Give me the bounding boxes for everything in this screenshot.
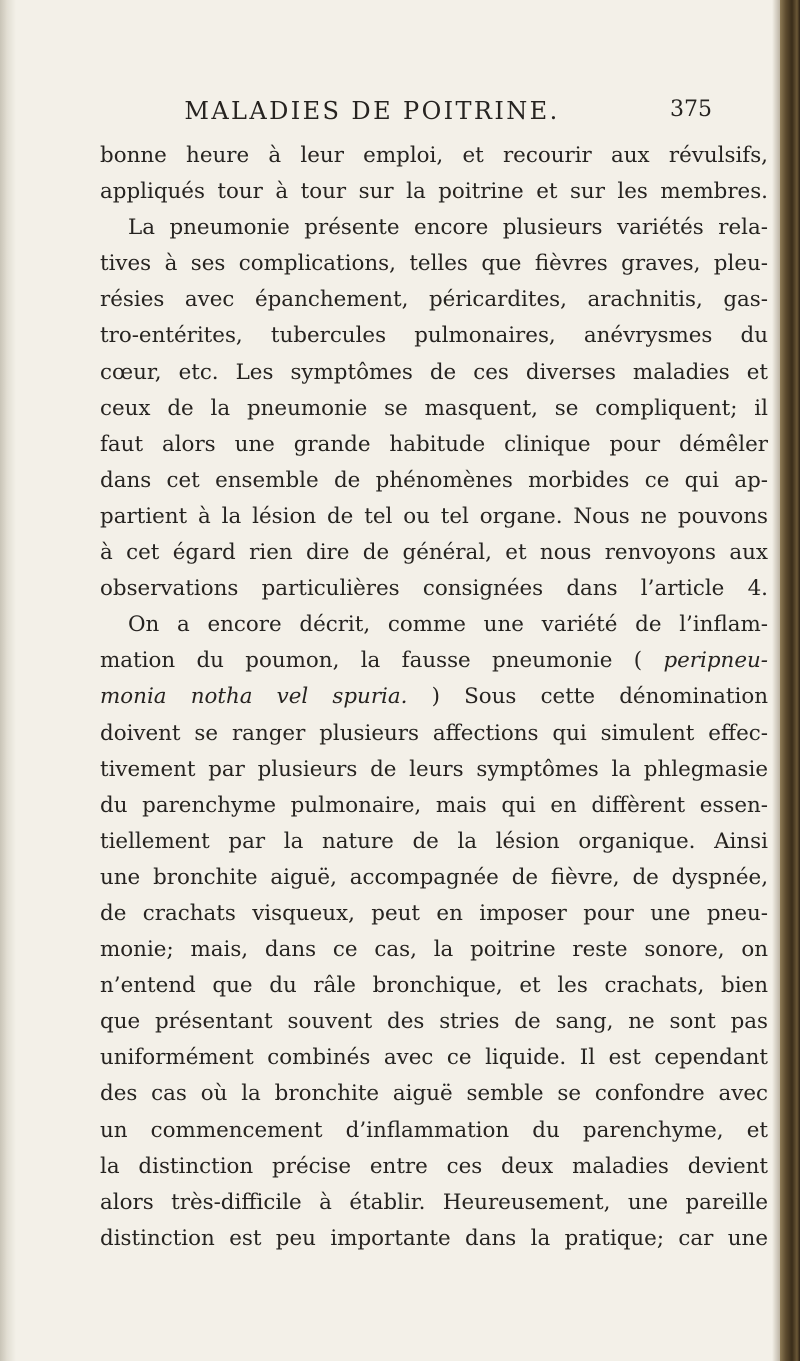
running-head — [112, 97, 712, 131]
text-segment: partient à la lésion de tel ou tel organe. Nous ne pouvons — [100, 503, 768, 529]
text-segment: monie; mais, dans ce cas, la poitrine reste sonore, on — [100, 937, 768, 963]
text-segment: du parenchyme pulmonaire, mais qui en diffèrent essen- — [100, 792, 768, 818]
text-segment: dans cet ensemble de phénomènes morbides ce qui ap- — [100, 467, 768, 493]
text-line — [100, 716, 768, 752]
text-line — [100, 1076, 768, 1112]
text-segment: de crachats visqueux, peut en imposer pour une pneu- — [100, 900, 768, 926]
text-segment: uniformément combinés avec ce liquide. Il est cependant — [100, 1045, 768, 1071]
text-line — [100, 896, 768, 932]
text-line — [100, 679, 768, 715]
text-line — [100, 1040, 768, 1076]
text-line — [100, 643, 768, 679]
text-line — [100, 1004, 768, 1040]
text-segment: résies avec épanchement, péricardites, arachnitis, gas- — [100, 287, 768, 313]
text-line — [100, 607, 768, 643]
text-line — [100, 1221, 768, 1257]
italic-text-segment: monia notha vel spuria. — [100, 684, 408, 710]
text-segment: que présentant souvent des stries de sang, ne sont pas — [100, 1009, 768, 1035]
text-line — [100, 138, 768, 174]
text-line — [100, 1113, 768, 1149]
text-line — [100, 246, 768, 282]
text-line — [100, 210, 768, 246]
text-segment: faut alors une grande habitude clinique pour démêler — [100, 431, 768, 457]
page-gutter-shadow — [0, 0, 16, 1361]
book-binding-edge — [780, 0, 800, 1361]
text-segment: observations particulières consignées dans l’article 4. — [100, 576, 768, 602]
text-segment: distinction est peu importante dans la pratique; car une — [100, 1225, 768, 1251]
text-line — [100, 174, 768, 210]
text-line — [100, 860, 768, 896]
text-line — [100, 355, 768, 391]
text-segment: On a encore décrit, comme une variété de l’inflam- — [128, 612, 768, 638]
italic-text-segment: peripneu- — [663, 648, 768, 674]
text-line — [100, 391, 768, 427]
text-segment: mation du poumon, la fausse pneumonie ( — [100, 648, 664, 674]
text-segment: doivent se ranger plusieurs affections qui simulent effec- — [100, 720, 768, 746]
text-segment: ceux de la pneumonie se masquent, se compliquent; il — [100, 395, 768, 421]
text-segment: bonne heure à leur emploi, et recourir aux révulsifs, — [100, 143, 768, 168]
text-segment: un commencement d’inflammation du parenchyme, et — [100, 1117, 768, 1143]
body-text — [100, 138, 768, 1257]
text-line — [100, 932, 768, 968]
text-segment: appliqués tour à tour sur la poitrine et sur les membres. — [100, 179, 768, 205]
text-line — [100, 535, 768, 571]
text-line — [100, 499, 768, 535]
page-number: 375 — [670, 97, 712, 122]
text-segment: La pneumonie présente encore plusieurs variétés rela- — [128, 215, 768, 241]
running-head-title: MALADIES DE POITRINE. — [184, 97, 560, 125]
text-segment: alors très-difficile à établir. Heureusement, une pareille — [100, 1189, 768, 1215]
text-line — [100, 968, 768, 1004]
text-segment: tivement par plusieurs de leurs symptômes la phlegmasie — [100, 756, 768, 782]
text-line — [100, 427, 768, 463]
text-line — [100, 282, 768, 318]
text-segment: tro-entérites, tubercules pulmonaires, anévrysmes du — [100, 323, 768, 349]
text-segment: n’entend que du râle bronchique, et les crachats, bien — [100, 973, 768, 999]
text-segment: cœur, etc. Les symptômes de ces diverses maladies et — [100, 359, 768, 385]
text-segment: ) Sous cette dénomination — [407, 684, 768, 710]
text-line — [100, 1185, 768, 1221]
text-line — [100, 463, 768, 499]
text-line — [100, 1149, 768, 1185]
text-line — [100, 571, 768, 607]
text-segment: des cas où la bronchite aiguë semble se confondre avec — [100, 1081, 768, 1107]
text-segment: tives à ses complications, telles que fièvres graves, pleu- — [100, 251, 768, 277]
text-line — [100, 824, 768, 860]
text-line — [100, 318, 768, 354]
text-line — [100, 752, 768, 788]
text-segment: la distinction précise entre ces deux maladies devient — [100, 1153, 768, 1179]
text-segment: tiellement par la nature de la lésion organique. Ainsi — [100, 828, 768, 854]
text-segment: une bronchite aiguë, accompagnée de fièvre, de dyspnée, — [100, 864, 768, 890]
text-line — [100, 788, 768, 824]
text-segment: à cet égard rien dire de général, et nous renvoyons aux — [100, 540, 768, 566]
